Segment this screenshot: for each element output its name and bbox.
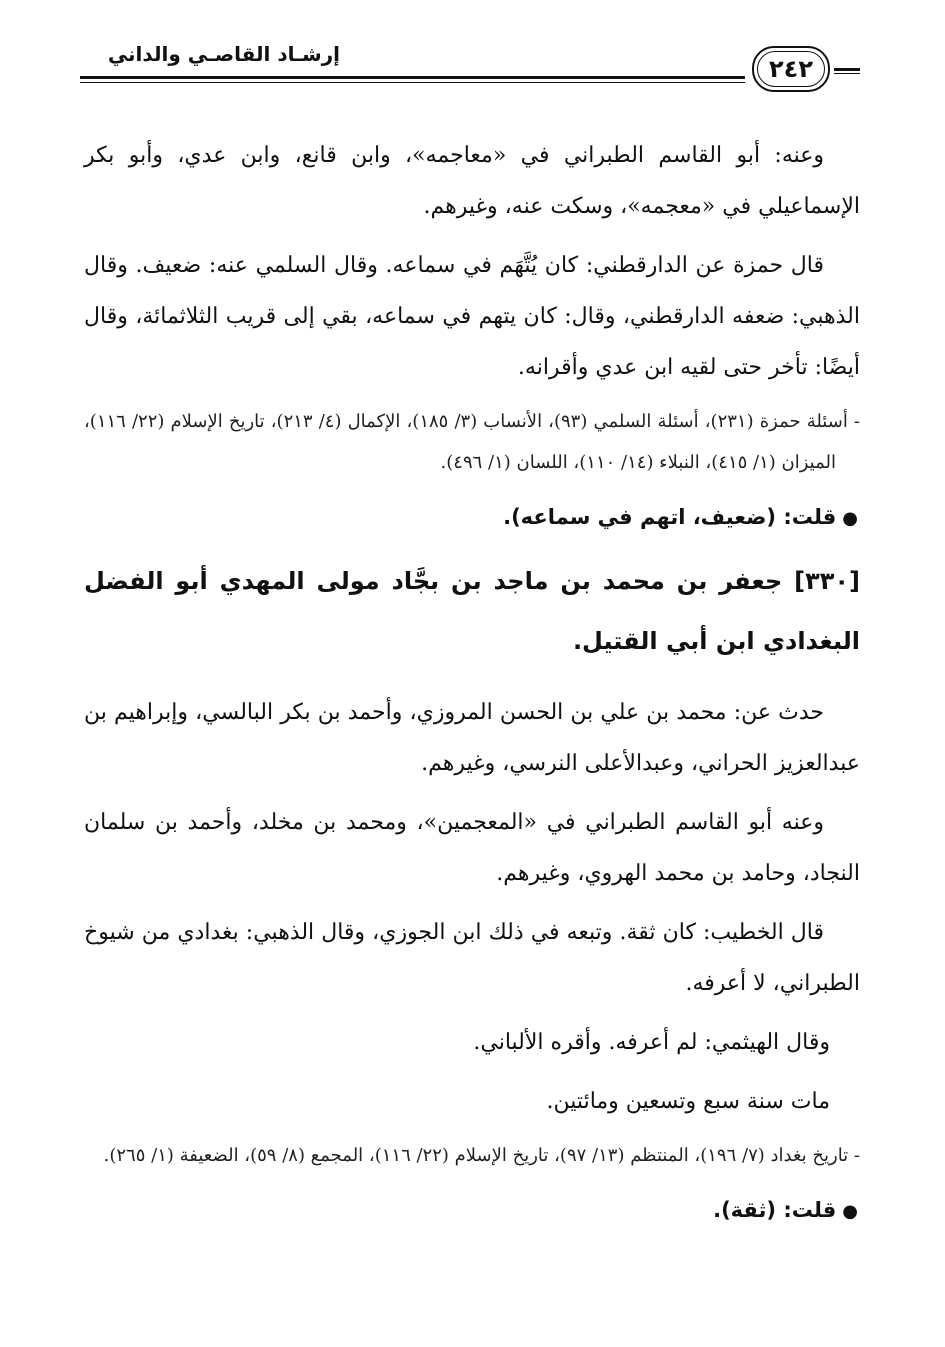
header-rule-stub-thin [834, 73, 860, 74]
verdict-line-2 [84, 1186, 860, 1236]
footnote-references: - أسئلة حمزة (٢٣١)، أسئلة السلمي (٩٣)، الأنساب (٣/ ١٨٥)، الإكمال (٤/ ٢١٣)، تاريخ الإسلام (٢٢/ ١١٦)، الميزان (١/ ٤١٥)، النبلاء (١٤/ ١١٠)، اللسان (١/ ٤٩٦). [84, 411, 861, 473]
footnote-references-2: - تاريخ بغداد (٧/ ١٩٦)، المنتظم (١٣/ ٩٧)، تاريخ الإسلام (٢٢/ ١١٦)، المجمع (٨/ ٥٩)، الضعيفة (١/ ٢٦٥). [103, 1145, 860, 1166]
verdict-line [84, 493, 860, 543]
entry-heading: [٣٣٠] جعفر بن محمد بن ماجد بن بجَّاد مولى المهدي أبو الفضل البغدادي ابن أبي القتيل. [84, 567, 860, 655]
bullet-icon: ● [842, 1201, 858, 1222]
death-paragraph: مات سنة سبع وتسعين ومائتين. [546, 1089, 830, 1114]
running-title: إرشـاد القاصـي والداني [107, 42, 340, 66]
critique-paragraph: قال حمزة عن الدارقطني: كان يُتَّهَم في سماعه. وقال السلمي عنه: ضعيف. وقال الذهبي: ضعفه الدارقطني، وقال: كان يتهم في سماعه، بقي إلى قريب الثلاثمائة، وقال أيضًا: تأخر حتى لقيه ابن عدي وأقرانه. [84, 253, 860, 380]
verdict-text: قلت: (ضعيف، اتهم في سماعه). [503, 505, 837, 529]
header-rule-thin [80, 82, 745, 83]
page-number: ٢٤٢ [769, 55, 813, 83]
page-header [80, 42, 860, 112]
narrators-paragraph: وعنه أبو القاسم الطبراني في «المعجمين»، ومحمد بن مخلد، وأحمد بن سلمان النجاد، وحامد بن محمد الهروي، وغيرهم. [84, 810, 860, 886]
page-body [84, 130, 860, 1244]
verdict-text-2: قلت: (ثقة). [713, 1198, 837, 1222]
header-rule-thick [80, 76, 745, 79]
narrators-from-paragraph: وعنه: أبو القاسم الطبراني في «معاجمه»، وابن قانع، وابن عدي، وأبو بكر الإسماعيلي في «معجمه»، وسكت عنه، وغيرهم. [84, 143, 860, 219]
khatib-paragraph: قال الخطيب: كان ثقة. وتبعه في ذلك ابن الجوزي، وقال الذهبي: بغدادي من شيوخ الطبراني، لا أعرفه. [84, 920, 860, 996]
narrated-from-paragraph: حدث عن: محمد بن علي بن الحسن المروزي، وأحمد بن بكر البالسي، وإبراهيم بن عبدالعزيز الحراني، وعبدالأعلى النرسي، وغيرهم. [84, 700, 860, 776]
bullet-icon: ● [842, 508, 858, 529]
haythami-paragraph: وقال الهيثمي: لم أعرفه. وأقره الألباني. [473, 1030, 830, 1055]
page-number-badge [752, 46, 830, 92]
header-rule-stub [834, 68, 860, 71]
